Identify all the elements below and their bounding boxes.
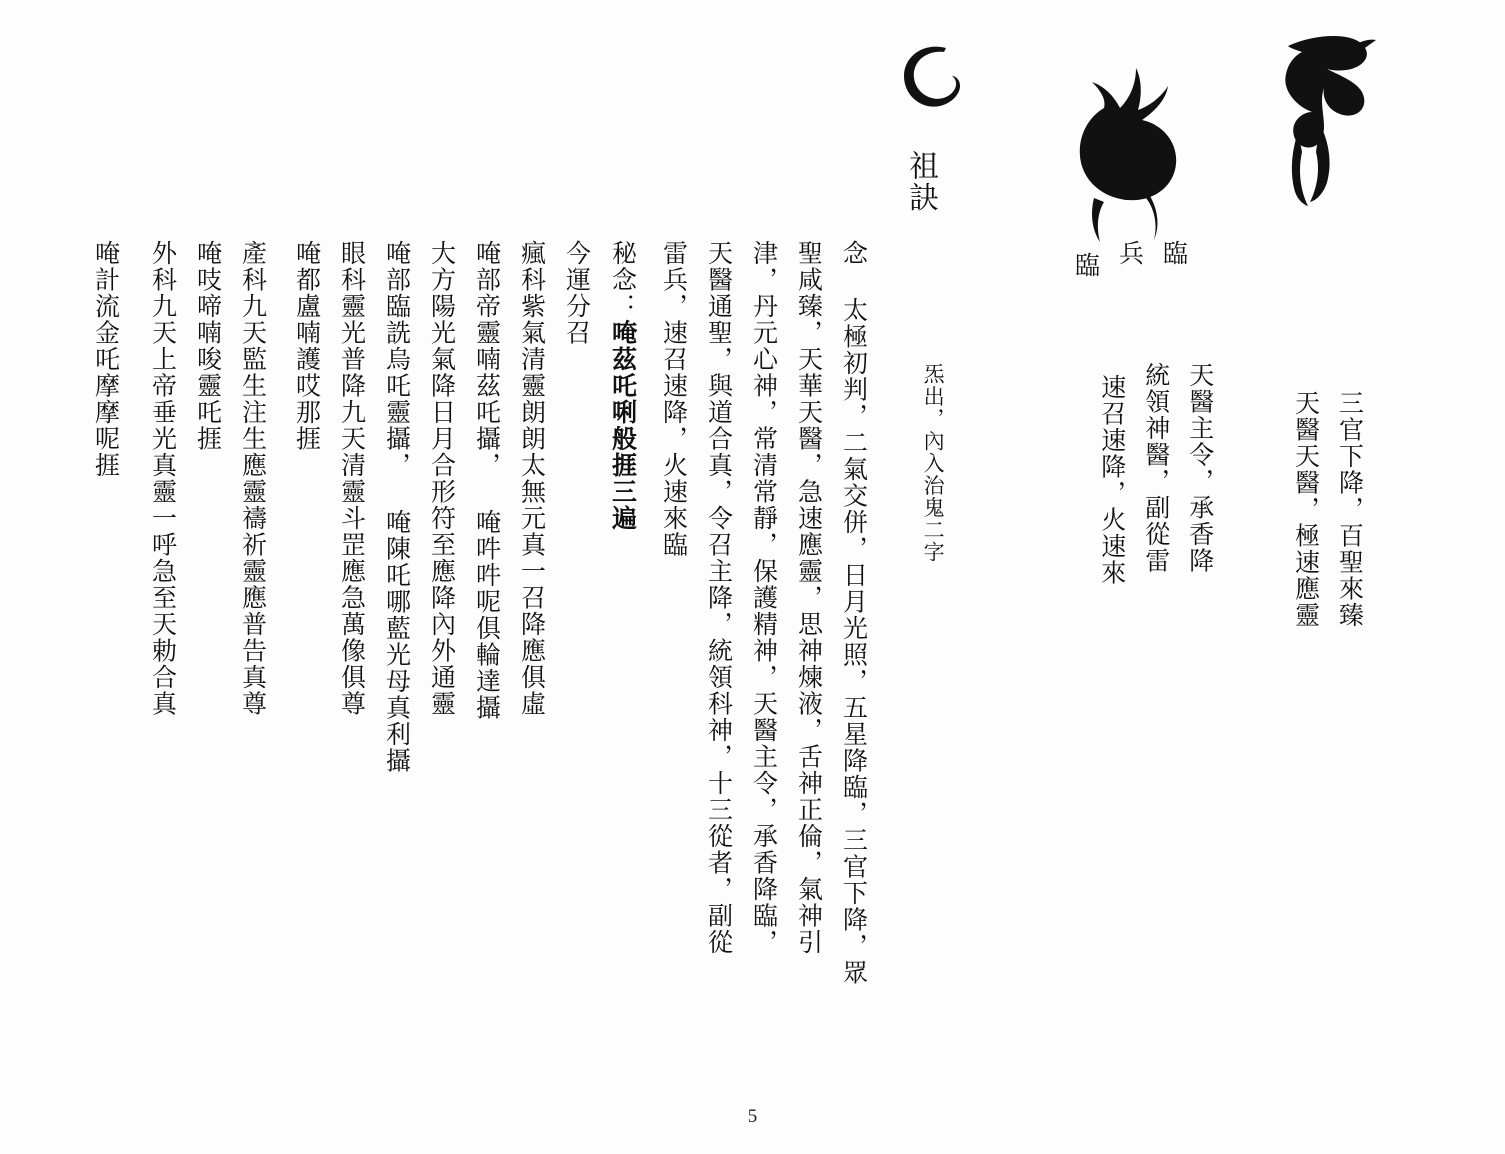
column-text: 唵計流金吒摩摩呢捱 bbox=[91, 240, 121, 479]
column-text: 聖咸臻，天華天醫，急速應靈，思神煉液，舌神正倫，氣神引 bbox=[794, 240, 824, 956]
column-text: 今運分召 bbox=[562, 240, 592, 346]
heading-zu-jue bbox=[898, 150, 942, 270]
talisman-glyph-middle bbox=[1050, 48, 1190, 252]
column-text: 天醫天醫，極速應靈 bbox=[1291, 390, 1321, 629]
column-c24 bbox=[66, 118, 145, 1018]
talisman-glyph-right bbox=[1258, 28, 1388, 212]
page-number: 5 bbox=[747, 1106, 758, 1127]
column-text-prefix: 秘念： bbox=[608, 240, 638, 320]
column-text: 大方陽光氣降日月合形符至應降內外通靈 bbox=[427, 240, 457, 717]
column-text: 炁出，內入治鬼二字 bbox=[921, 363, 946, 564]
column-c02 bbox=[1266, 268, 1345, 688]
column-text: 天醫通聖，與道合真，令召主降，統領科神，十三從者，副從 bbox=[704, 240, 734, 956]
column-text: 唵部臨詵烏吒靈攝， 唵陳吒哪藍光母真利攝 bbox=[382, 240, 412, 774]
heading-zu-jue-text: 祖訣 bbox=[903, 150, 938, 213]
column-text: 外科九天上帝垂光真靈一呼急至天勅合真 bbox=[148, 240, 178, 717]
column-text: 唵都盧喃護哎那捱 bbox=[292, 240, 322, 452]
talisman-glyph-small-circle bbox=[888, 32, 978, 126]
column-c05 bbox=[1046, 252, 1151, 592]
column-text: 眼科靈光普降九天清靈斗罡應急萬像俱尊 bbox=[337, 240, 367, 717]
column-text: 產科九天監生注生應靈禱祈靈應普告真尊 bbox=[238, 240, 268, 717]
column-text: 念 太極初判，二氣交併，日月光照，五星降臨，三官下降，眾 bbox=[839, 240, 869, 986]
column-text: 速召速降，火速來臨 bbox=[1071, 252, 1127, 586]
column-text: 三官下降，百聖來臻 bbox=[1335, 390, 1365, 629]
column-text: 唵吱啼喃唆靈吒捱 bbox=[193, 240, 223, 452]
column-text: 唵部帝靈喃茲吒攝， 唵吽吽呢俱輪達攝 bbox=[472, 240, 502, 721]
column-text: 統領神醫，副從雷兵 bbox=[1115, 240, 1171, 574]
column-text: 瘋科紫氣清靈朗朗太無元真一召降應俱虛 bbox=[517, 240, 547, 717]
column-text-mantra: 唵茲吒唎般捱三遍 bbox=[608, 319, 638, 532]
column-text: 雷兵，速召速降，火速來臨 bbox=[659, 240, 689, 558]
column-text: 津，丹元心神，常清常靜，保護精神，天醫主令，承香降臨， bbox=[749, 240, 779, 956]
column-zu-jue-sub bbox=[900, 262, 966, 582]
column-text: 天醫主令，承香降臨 bbox=[1159, 240, 1215, 574]
